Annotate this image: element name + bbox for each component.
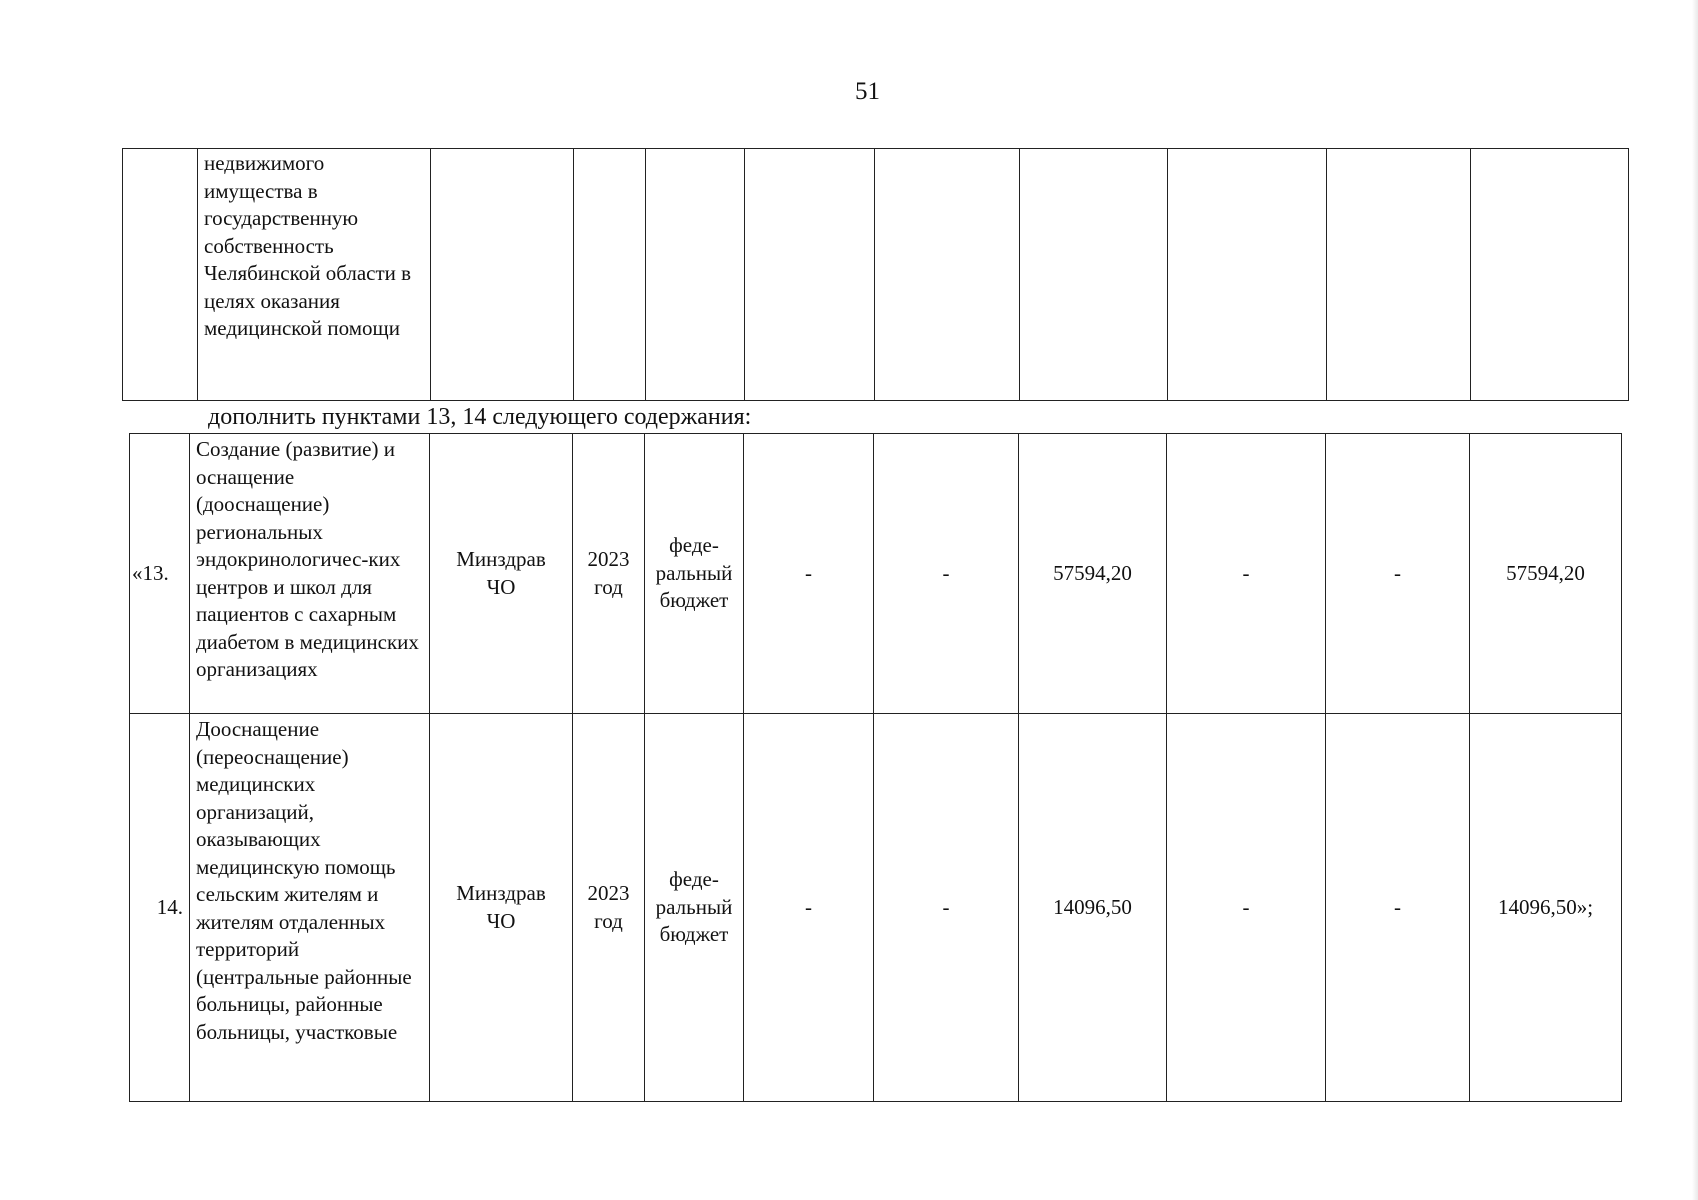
cell-value-3: 57594,20: [1019, 434, 1167, 714]
cell-value-1: [745, 149, 875, 401]
source-line: ральный: [655, 894, 733, 919]
cell-executor: [430, 434, 573, 714]
year-line: 2023: [587, 547, 630, 571]
cell-year: [574, 149, 646, 401]
cell-value-2: -: [874, 434, 1019, 714]
year-line: год: [594, 908, 623, 933]
cell-source: [645, 434, 744, 714]
cell-value-1: -: [744, 714, 874, 1102]
cell-year: [573, 714, 645, 1102]
executor-line: ЧО: [486, 574, 516, 599]
cell-value-5: [1327, 149, 1471, 401]
source-line: бюджет: [659, 922, 729, 947]
executor-line: Минздрав: [456, 881, 546, 905]
cell-value-5: -: [1326, 434, 1470, 714]
scan-edge: [1692, 0, 1698, 1200]
cell-source: [645, 714, 744, 1102]
cell-value-4: -: [1167, 434, 1326, 714]
year-line: год: [594, 574, 623, 599]
cell-value-3: 14096,50: [1019, 714, 1167, 1102]
cell-value-2: -: [874, 714, 1019, 1102]
cell-total: [1471, 149, 1629, 401]
cell-description: Создание (развитие) и оснащение (дооснащение) региональных эндокринологичес-ких центров и школ для пациентов с сахарным диабетом в медицинских организациях: [190, 434, 430, 714]
executor-line: Минздрав: [456, 547, 546, 571]
cell-total: 57594,20: [1470, 434, 1622, 714]
cell-executor: [430, 714, 573, 1102]
cell-number: «13.: [130, 434, 190, 714]
table-row: [130, 714, 1622, 1102]
cell-value-4: [1168, 149, 1327, 401]
source-line: ральный: [655, 560, 733, 585]
cell-executor: [431, 149, 574, 401]
source-line: феде-: [669, 867, 719, 892]
cell-value-5: -: [1326, 714, 1470, 1102]
cell-number: 14.: [130, 714, 190, 1102]
cell-year: [573, 434, 645, 714]
cell-number: [123, 149, 198, 401]
cell-source: [646, 149, 745, 401]
cell-description: Дооснащение (переоснащение) медицинских организаций, оказывающих медицинскую помощь сельским жителям и жителям отдаленных территорий (центральные районные больницы, районные больницы, участковые: [190, 714, 430, 1102]
cell-description: недвижимого имущества в государственную собственность Челябинской области в целях оказания медицинской помощи: [198, 149, 431, 401]
cell-total: 14096,50»;: [1470, 714, 1622, 1102]
year-line: 2023: [587, 881, 630, 905]
cell-value-4: -: [1167, 714, 1326, 1102]
cell-value-1: -: [744, 434, 874, 714]
source-line: феде-: [669, 533, 719, 558]
cell-value-2: [875, 149, 1020, 401]
table-row: [130, 434, 1622, 714]
intro-text: дополнить пунктами 13, 14 следующего содержания:: [208, 404, 752, 430]
cell-value-3: [1020, 149, 1168, 401]
source-line: бюджет: [659, 588, 729, 613]
executor-line: ЧО: [486, 908, 516, 933]
continued-table-fragment: [122, 148, 1629, 401]
page-number: 51: [855, 78, 880, 105]
activities-table: [129, 433, 1622, 1102]
